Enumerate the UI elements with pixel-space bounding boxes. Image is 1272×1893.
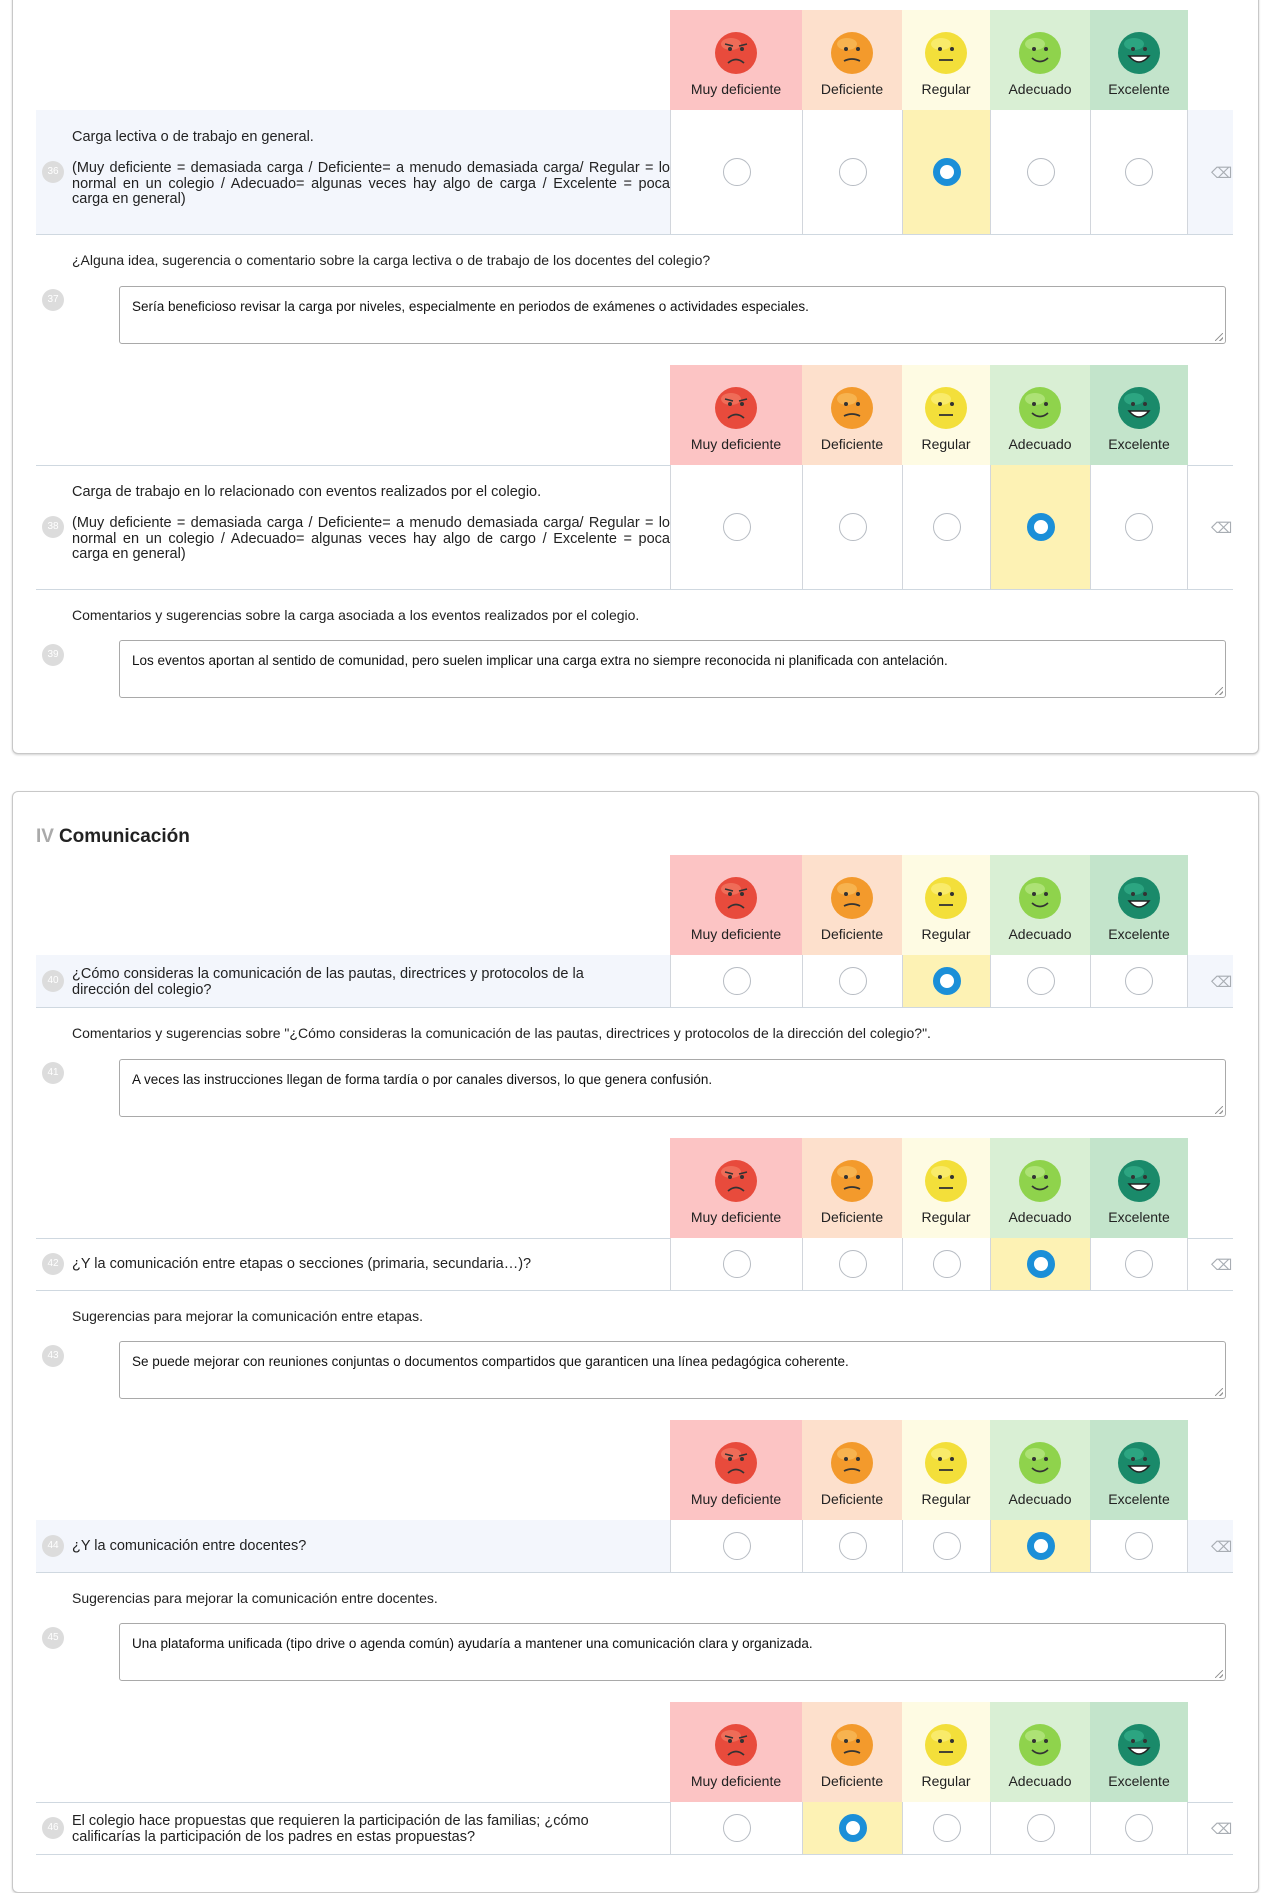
comment-question-title: Sugerencias para mejorar la comunicación entre etapas. xyxy=(72,1308,423,1324)
scale-column-header xyxy=(802,1702,902,1802)
scale-column-header xyxy=(990,1138,1090,1238)
comment-text: Sería beneficioso revisar la carga por niveles, especialmente en periodos de exámenes o actividades especiales. xyxy=(132,299,809,314)
radio-option[interactable] xyxy=(1027,967,1055,995)
sad-face-icon xyxy=(829,875,875,921)
rating-cell[interactable] xyxy=(1090,110,1188,234)
scale-label: Regular xyxy=(921,1491,971,1507)
question-title: ¿Y la comunicación entre etapas o secciones (primaria, secundaria…)? xyxy=(72,1256,532,1272)
very-happy-face-icon xyxy=(1116,1158,1162,1204)
scale-label: Muy deficiente xyxy=(690,81,782,97)
rating-cell[interactable] xyxy=(902,1520,990,1572)
comment-question-title: Comentarios y sugerencias sobre "¿Cómo consideras la comunicación de las pautas, directrices y protocolos de la dirección del colegio?". xyxy=(72,1025,931,1041)
radio-selected[interactable] xyxy=(1027,1532,1055,1560)
rating-cell[interactable] xyxy=(990,1238,1090,1290)
very-happy-face-icon xyxy=(1116,1440,1162,1486)
scale-column-header xyxy=(990,855,1090,955)
rating-cell[interactable] xyxy=(670,1520,802,1572)
scale-label: Deficiente xyxy=(820,1491,884,1507)
scale-label: Regular xyxy=(921,926,971,942)
scale-header xyxy=(36,1420,1233,1521)
question-description: (Muy deficiente = demasiada carga / Deficiente= a menudo demasiada carga/ Regular = lo normal en un colegio / Adecuado= algunas veces hay algo de cargo / Excelente = poca carga en general) xyxy=(72,515,670,562)
question-number-badge: 38 xyxy=(42,516,64,538)
scale-label: Excelente xyxy=(1108,1209,1170,1225)
scale-column-header xyxy=(1090,1420,1188,1520)
scale-column-header xyxy=(990,10,1090,110)
happy-face-icon xyxy=(1017,1158,1063,1204)
radio-option[interactable] xyxy=(1027,158,1055,186)
happy-face-icon xyxy=(1017,1440,1063,1486)
section-number: IV xyxy=(36,826,54,847)
radio-option[interactable] xyxy=(1027,1814,1055,1842)
rating-cell[interactable] xyxy=(1090,1238,1188,1290)
question-title: Carga lectiva o de trabajo en general. xyxy=(72,129,314,145)
very-sad-face-icon xyxy=(713,1440,759,1486)
rating-cell[interactable] xyxy=(990,110,1090,234)
neutral-face-icon xyxy=(923,1722,969,1768)
scale-column-header xyxy=(902,855,990,955)
comment-text: A veces las instrucciones llegan de forma tardía o por canales diversos, lo que genera confusión. xyxy=(132,1072,713,1087)
scale-header xyxy=(36,1138,1233,1239)
radio-option[interactable] xyxy=(1125,513,1153,541)
scale-label: Regular xyxy=(921,436,971,452)
rating-cell[interactable] xyxy=(1090,465,1188,589)
rating-cell[interactable] xyxy=(802,955,902,1007)
comment-textarea-q41[interactable] xyxy=(119,1059,1226,1117)
rating-row-q42 xyxy=(36,1238,1233,1291)
question-title: Carga de trabajo en lo relacionado con eventos realizados por el colegio. xyxy=(72,484,542,500)
radio-option[interactable] xyxy=(933,513,961,541)
question-number-badge: 46 xyxy=(42,1817,64,1839)
scale-label: Regular xyxy=(921,1773,971,1789)
radio-option[interactable] xyxy=(839,1532,867,1560)
clear-selection-icon[interactable]: ⌫ xyxy=(1211,1257,1233,1274)
scale-header xyxy=(36,1702,1233,1803)
neutral-face-icon xyxy=(923,1158,969,1204)
rating-cell[interactable] xyxy=(902,955,990,1007)
very-sad-face-icon xyxy=(713,875,759,921)
happy-face-icon xyxy=(1017,30,1063,76)
scale-label: Deficiente xyxy=(820,926,884,942)
question-number-badge: 36 xyxy=(42,161,64,183)
scale-label: Regular xyxy=(921,81,971,97)
rating-row-q36 xyxy=(36,110,1233,235)
radio-option[interactable] xyxy=(933,1532,961,1560)
scale-column-header xyxy=(670,10,802,110)
rating-cell[interactable] xyxy=(1090,1520,1188,1572)
comment-text: Se puede mejorar con reuniones conjuntas o documentos compartidos que garanticen una línea pedagógica coherente. xyxy=(132,1354,849,1369)
very-happy-face-icon xyxy=(1116,875,1162,921)
section-title xyxy=(36,826,190,848)
rating-cell[interactable] xyxy=(670,1802,802,1854)
rating-cell[interactable] xyxy=(1090,955,1188,1007)
scale-label: Adecuado xyxy=(1008,436,1072,452)
scale-column-header xyxy=(802,855,902,955)
radio-selected[interactable] xyxy=(839,1814,867,1842)
rating-cell[interactable] xyxy=(902,110,990,234)
scale-column-header xyxy=(802,1138,902,1238)
comment-textarea-q37[interactable] xyxy=(119,286,1226,344)
scale-column-header xyxy=(902,1138,990,1238)
scale-column-header xyxy=(990,1420,1090,1520)
scale-column-header xyxy=(802,365,902,465)
neutral-face-icon xyxy=(923,385,969,431)
question-number-badge: 44 xyxy=(42,1535,64,1557)
radio-option[interactable] xyxy=(1125,1532,1153,1560)
radio-option[interactable] xyxy=(723,967,751,995)
sad-face-icon xyxy=(829,1158,875,1204)
very-sad-face-icon xyxy=(713,1158,759,1204)
scale-header xyxy=(36,365,1233,466)
radio-option[interactable] xyxy=(723,1532,751,1560)
rating-row-q40 xyxy=(36,955,1233,1008)
scale-column-header xyxy=(670,855,802,955)
scale-column-header xyxy=(802,1420,902,1520)
scale-column-header xyxy=(902,365,990,465)
rating-cell[interactable] xyxy=(802,465,902,589)
question-number-badge: 45 xyxy=(42,1627,64,1649)
scale-label: Deficiente xyxy=(820,1773,884,1789)
question-number-badge: 37 xyxy=(42,289,64,311)
scale-column-header xyxy=(990,1702,1090,1802)
scale-column-header xyxy=(1090,10,1188,110)
radio-selected[interactable] xyxy=(933,158,961,186)
resize-handle-icon[interactable] xyxy=(1215,687,1223,695)
question-title: ¿Cómo consideras la comunicación de las pautas, directrices y protocolos de la dirección del colegio? xyxy=(72,966,584,998)
rating-cell[interactable] xyxy=(670,955,802,1007)
question-number-badge: 43 xyxy=(42,1345,64,1367)
comment-question-title: Comentarios y sugerencias sobre la carga asociada a los eventos realizados por el colegio. xyxy=(72,607,640,623)
scale-column-header xyxy=(902,1702,990,1802)
very-happy-face-icon xyxy=(1116,1722,1162,1768)
sad-face-icon xyxy=(829,1722,875,1768)
very-sad-face-icon xyxy=(713,1722,759,1768)
comment-textarea-q43[interactable] xyxy=(119,1341,1226,1399)
sad-face-icon xyxy=(829,1440,875,1486)
scale-label: Excelente xyxy=(1108,1773,1170,1789)
scale-label: Adecuado xyxy=(1008,1209,1072,1225)
radio-option[interactable] xyxy=(1125,967,1153,995)
scale-column-header xyxy=(670,1702,802,1802)
question-number-badge: 41 xyxy=(42,1062,64,1084)
question-title: El colegio hace propuestas que requieren la participación de las familias; ¿cómo calificarías la participación de los padres en estas propuestas? xyxy=(72,1813,589,1845)
scale-column-header xyxy=(1090,1702,1188,1802)
rating-cell[interactable] xyxy=(802,1238,902,1290)
scale-column-header xyxy=(902,1420,990,1520)
radio-selected[interactable] xyxy=(1027,1250,1055,1278)
resize-handle-icon[interactable] xyxy=(1215,1670,1223,1678)
radio-option[interactable] xyxy=(839,967,867,995)
scale-column-header xyxy=(990,365,1090,465)
question-title: ¿Y la comunicación entre docentes? xyxy=(72,1538,307,1554)
scale-label: Muy deficiente xyxy=(690,926,782,942)
rating-cell[interactable] xyxy=(990,955,1090,1007)
clear-selection-icon[interactable]: ⌫ xyxy=(1211,974,1233,991)
scale-column-header xyxy=(1090,365,1188,465)
question-number-badge: 39 xyxy=(42,644,64,666)
comment-question-title: ¿Alguna idea, sugerencia o comentario sobre la carga lectiva o de trabajo de los docentes del colegio? xyxy=(72,252,711,268)
sad-face-icon xyxy=(829,30,875,76)
radio-option[interactable] xyxy=(1125,1250,1153,1278)
rating-cell[interactable] xyxy=(990,1520,1090,1572)
scale-column-header xyxy=(1090,1138,1188,1238)
sad-face-icon xyxy=(829,385,875,431)
scale-label: Muy deficiente xyxy=(690,1209,782,1225)
scale-label: Adecuado xyxy=(1008,81,1072,97)
scale-label: Adecuado xyxy=(1008,1773,1072,1789)
rating-row-q44 xyxy=(36,1520,1233,1573)
clear-selection-icon[interactable]: ⌫ xyxy=(1211,520,1233,537)
rating-cell[interactable] xyxy=(902,465,990,589)
question-number-badge: 42 xyxy=(42,1253,64,1275)
comment-textarea-q39[interactable] xyxy=(119,640,1226,698)
rating-row-q38 xyxy=(36,465,1233,590)
rating-cell[interactable] xyxy=(990,465,1090,589)
radio-option[interactable] xyxy=(723,513,751,541)
radio-option[interactable] xyxy=(933,1814,961,1842)
rating-cell[interactable] xyxy=(670,110,802,234)
clear-selection-icon[interactable]: ⌫ xyxy=(1211,165,1233,182)
resize-handle-icon[interactable] xyxy=(1215,1106,1223,1114)
scale-column-header xyxy=(670,365,802,465)
resize-handle-icon[interactable] xyxy=(1215,1388,1223,1396)
very-sad-face-icon xyxy=(713,30,759,76)
rating-cell[interactable] xyxy=(1090,1802,1188,1854)
radio-option[interactable] xyxy=(723,1250,751,1278)
scale-label: Excelente xyxy=(1108,926,1170,942)
radio-selected[interactable] xyxy=(1027,513,1055,541)
comment-text: Una plataforma unificada (tipo drive o agenda común) ayudaría a mantener una comunicación clara y organizada. xyxy=(132,1636,813,1651)
scale-label: Muy deficiente xyxy=(690,436,782,452)
resize-handle-icon[interactable] xyxy=(1215,333,1223,341)
scale-column-header xyxy=(902,10,990,110)
scale-header xyxy=(36,855,1233,956)
very-happy-face-icon xyxy=(1116,385,1162,431)
scale-column-header xyxy=(802,10,902,110)
radio-option[interactable] xyxy=(933,1250,961,1278)
happy-face-icon xyxy=(1017,875,1063,921)
rating-cell[interactable] xyxy=(990,1802,1090,1854)
comment-textarea-q45[interactable] xyxy=(119,1623,1226,1681)
scale-label: Muy deficiente xyxy=(690,1773,782,1789)
rating-cell[interactable] xyxy=(670,465,802,589)
very-happy-face-icon xyxy=(1116,30,1162,76)
radio-option[interactable] xyxy=(839,1250,867,1278)
rating-cell[interactable] xyxy=(802,1802,902,1854)
rating-row-q46 xyxy=(36,1802,1233,1855)
neutral-face-icon xyxy=(923,1440,969,1486)
comment-text: Los eventos aportan al sentido de comunidad, pero suelen implicar una carga extra no siempre reconocida ni planificada con antelación. xyxy=(132,653,948,668)
radio-option[interactable] xyxy=(839,158,867,186)
scale-column-header xyxy=(1090,855,1188,955)
radio-option[interactable] xyxy=(1125,158,1153,186)
scale-column-header xyxy=(670,1138,802,1238)
question-number-badge: 40 xyxy=(42,970,64,992)
scale-label: Adecuado xyxy=(1008,1491,1072,1507)
scale-label: Deficiente xyxy=(820,1209,884,1225)
question-description: (Muy deficiente = demasiada carga / Deficiente= a menudo demasiada carga/ Regular = lo normal en un colegio / Adecuado= algunas veces hay algo de carga / Excelente = poca carga en general) xyxy=(72,160,670,207)
clear-selection-icon[interactable]: ⌫ xyxy=(1211,1821,1233,1838)
comment-question-title: Sugerencias para mejorar la comunicación entre docentes. xyxy=(72,1590,438,1606)
happy-face-icon xyxy=(1017,385,1063,431)
scale-label: Deficiente xyxy=(820,81,884,97)
scale-header xyxy=(36,10,1233,111)
neutral-face-icon xyxy=(923,30,969,76)
scale-label: Regular xyxy=(921,1209,971,1225)
scale-label: Muy deficiente xyxy=(690,1491,782,1507)
scale-column-header xyxy=(670,1420,802,1520)
very-sad-face-icon xyxy=(713,385,759,431)
radio-option[interactable] xyxy=(1125,1814,1153,1842)
rating-cell[interactable] xyxy=(902,1238,990,1290)
scale-label: Adecuado xyxy=(1008,926,1072,942)
radio-option[interactable] xyxy=(723,158,751,186)
rating-cell[interactable] xyxy=(802,1520,902,1572)
rating-cell[interactable] xyxy=(902,1802,990,1854)
scale-label: Excelente xyxy=(1108,436,1170,452)
rating-cell[interactable] xyxy=(802,110,902,234)
section-title-text: Comunicación xyxy=(58,826,190,847)
scale-label: Excelente xyxy=(1108,1491,1170,1507)
radio-option[interactable] xyxy=(723,1814,751,1842)
radio-selected[interactable] xyxy=(933,967,961,995)
scale-label: Deficiente xyxy=(820,436,884,452)
radio-option[interactable] xyxy=(839,513,867,541)
scale-label: Excelente xyxy=(1108,81,1170,97)
rating-cell[interactable] xyxy=(670,1238,802,1290)
clear-selection-icon[interactable]: ⌫ xyxy=(1211,1539,1233,1556)
neutral-face-icon xyxy=(923,875,969,921)
happy-face-icon xyxy=(1017,1722,1063,1768)
